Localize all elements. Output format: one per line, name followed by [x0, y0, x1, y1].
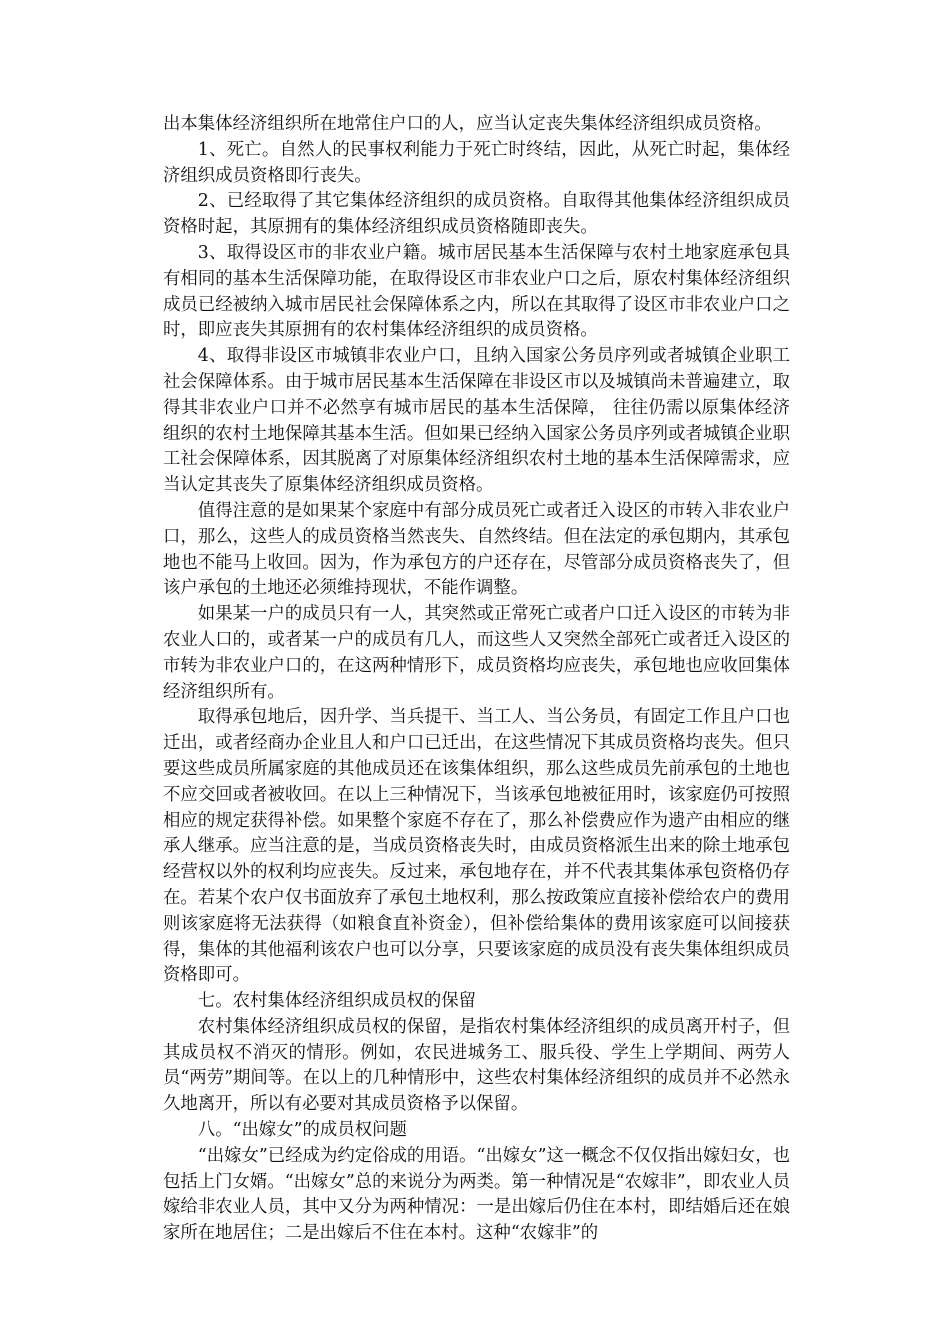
section-heading-married-women: 八。“出嫁女”的成员权问题	[197, 1120, 407, 1141]
document-body	[163, 112, 790, 1247]
paragraph-continuation: 出本集体经济组织所在地常住户口的人，应当认定丧失集体经济组织成员资格。	[163, 114, 772, 134]
paragraph-married-women: “出嫁女”已经成为约定俗成的用语。“出嫁女”这一概念不仅仅指出嫁妇女，也包括上门女婿。“出嫁女”总的来说分为两类。第一种情况是“农嫁非”，即农业人员嫁给非农业人员，其中又分为两种情况：一是出嫁后仍住在本村，即结婚后还在娘家所在地居住；二是出嫁后不住在本村。这种“农嫁非”的	[163, 1145, 790, 1244]
section-heading-retention: 七。农村集体经济组织成员权的保留	[197, 991, 477, 1012]
paragraph-item-urban-household: 3、取得设区市的非农业户籍。城市居民基本生活保障与农村土地家庭承包具有相同的基本生活保障功能，在取得设区市非农业户口之后，原农村集体经济组织成员已经被纳入城市居民社会保障体系之内，所以在其取得了设区市非农业户口之时，即应丧失其原拥有的农村集体经济组织的成员资格。	[163, 242, 790, 341]
paragraph-single-member-household: 如果某一户的成员只有一人，其突然或正常死亡或者户口迁入设区的市转为非农业人口的，或者某一户的成员有几人，而这些人又突然全部死亡或者迁入设区的市转为非农业户口的，在这两种情形下，成员资格均应丧失，承包地也应收回集体经济组织所有。	[163, 604, 790, 702]
paragraph-note-partial-members: 值得注意的是如果某个家庭中有部分成员死亡或者迁入设区的市转入非农业户口，那么，这些人的成员资格当然丧失、自然终结。但在法定的承包期内，其承包地也不能马上收回。因为，作为承包方的户还存在，尽管部分成员资格丧失了，但该户承包的土地还必须维持现状，不能作调整。	[163, 500, 790, 599]
paragraph-item-other-membership: 2、已经取得了其它集体经济组织的成员资格。自取得其他集体经济组织成员资格时起，其原拥有的集体经济组织成员资格随即丧失。	[163, 191, 790, 238]
paragraph-after-contract: 取得承包地后，因升学、当兵提干、当工人、当公务员，有固定工作且户口也迁出，或者经商办企业且人和户口已迁出，在这些情况下其成员资格均丧失。但只要这些成员所属家庭的其他成员还在该集体组织，那么这些成员先前承包的土地也不应交回或者被收回。在以上三种情况下，当该承包地被征用时，该家庭仍可按照相应的规定获得补偿。如果整个家庭不存在了，那么补偿费应作为遗产由相应的继承人继承。应当注意的是，当成员资格丧失时，由成员资格派生出来的除土地承包经营权以外的权利均应丧失。反过来，承包地存在，并不代表其集体承包资格仍存在。若某个农户仅书面放弃了承包土地权利，那么按政策应直接补偿给农户的费用则该家庭将无法获得（如粮食直补资金），但补偿给集体的费用该家庭可以间接获得，集体的其他福利该农户也可以分享，只要该家庭的成员没有丧失集体组织成员资格即可。	[163, 707, 790, 986]
paragraph-item-death: 1、死亡。自然人的民事权利能力于死亡时终结，因此，从死亡时起，集体经济组织成员资格即行丧失。	[163, 139, 790, 186]
paragraph-item-non-district-household: 4、取得非设区市城镇非农业户口，且纳入国家公务员序列或者城镇企业职工社会保障体系。由于城市居民基本生活保障在非设区市以及城镇尚未普遍建立，取得其非农业户口并不必然享有城市居民的基本生活保障， 往往仍需以原集体经济组织的农村土地保障其基本生活。但如果已经纳入国家公务员序列或者城镇企业职工社会保障体系，因其脱离了对原集体经济组织农村土地的基本生活保障需求，应当认定其丧失了原集体经济组织成员资格。	[163, 346, 790, 496]
paragraph-retention: 农村集体经济组织成员权的保留，是指农村集体经济组织的成员离开村子，但其成员权不消灭的情形。例如，农民进城务工、服兵役、学生上学期间、两劳人员“两劳”期间等。在以上的几种情形中，这些农村集体经济组织的成员并不必然永久地离开，所以有必要对其成员资格予以保留。	[163, 1016, 790, 1115]
